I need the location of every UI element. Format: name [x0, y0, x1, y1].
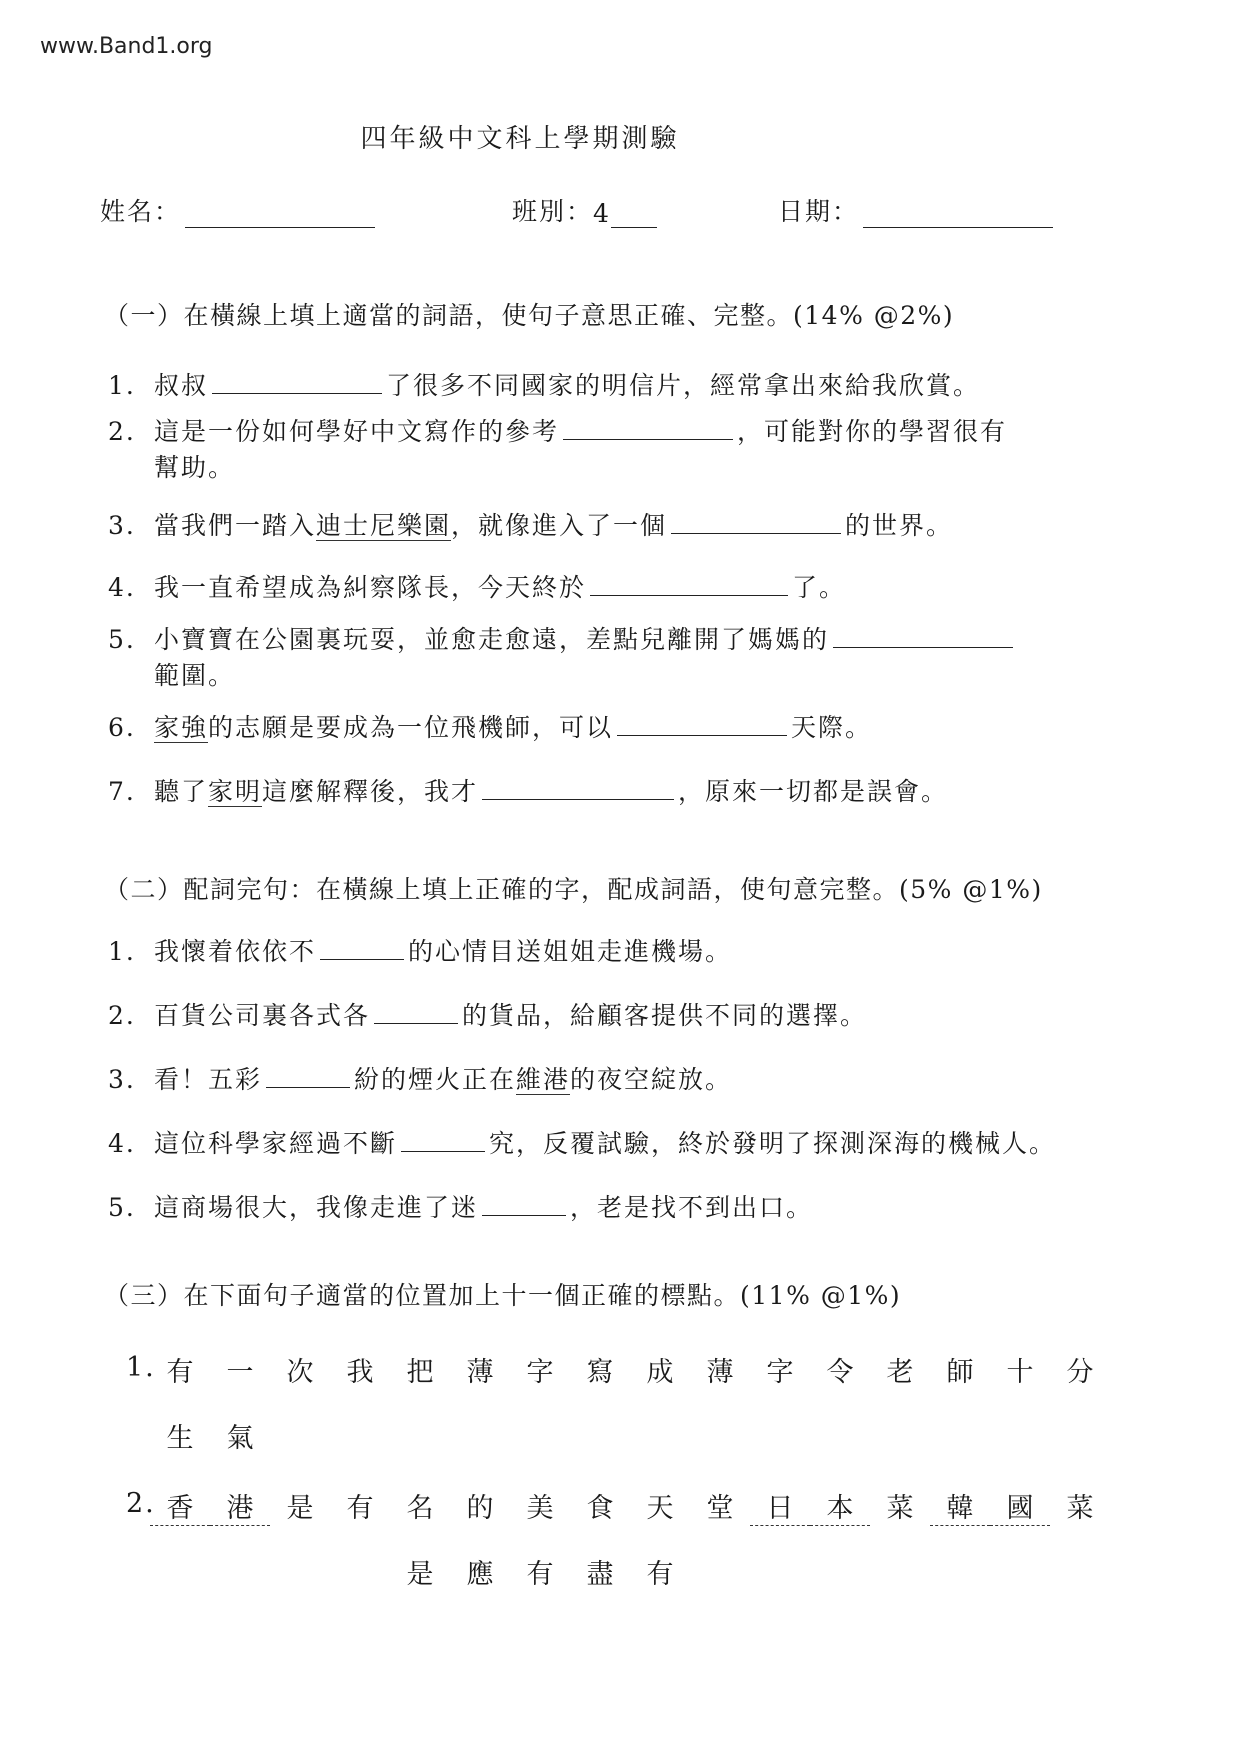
grid-char: 國: [990, 1486, 1050, 1526]
page-title: 四年級中文科上學期測驗: [360, 124, 680, 154]
grid-char: 是: [286, 1493, 314, 1524]
s1-item-5: 5. 小寶寶在公園裏玩耍，並愈走愈遠，差點兒離開了媽媽的 範圍。: [108, 622, 1017, 694]
grid-char: 老: [886, 1357, 914, 1388]
s3-q1-line-1[interactable]: [150, 1350, 1110, 1389]
s1-blank-5[interactable]: [833, 623, 1013, 648]
s3-q2-line-2[interactable]: [390, 1552, 690, 1591]
s2-item-5: 5. 這商場很大，我像走進了迷 ，老是找不到出口。: [108, 1193, 814, 1222]
date-field: [778, 192, 1057, 228]
section-1-heading: （一）在橫線上填上適當的詞語，使句子意思正確、完整。(14% @2%): [104, 301, 955, 330]
grid-char: 港: [210, 1486, 270, 1526]
grid-char: 是: [406, 1559, 434, 1590]
date-label: 日期：: [778, 197, 860, 226]
grid-char: 名: [406, 1493, 434, 1524]
grid-char: 師: [946, 1357, 974, 1388]
grid-char: 分: [1066, 1357, 1094, 1388]
grid-char: 應: [466, 1559, 494, 1590]
s1-item-3: 3. 當我們一踏入迪士尼樂園，就像進入了一個 的世界。: [108, 511, 954, 540]
grid-char: 香: [150, 1486, 210, 1526]
grid-char: 有: [346, 1493, 374, 1524]
s2-blank-4[interactable]: [401, 1127, 485, 1152]
grid-char: 美: [526, 1493, 554, 1524]
grid-char: 韓: [930, 1486, 990, 1526]
section-2-heading: （二）配詞完句：在橫線上填上正確的字，配成詞語，使句意完整。(5% @1%): [104, 875, 1043, 904]
class-blank[interactable]: [611, 203, 657, 228]
grid-char: 把: [406, 1357, 434, 1388]
grid-char: 十: [1006, 1357, 1034, 1388]
grid-char: 令: [826, 1357, 854, 1388]
s1-item-2: 2. 這是一份如何學好中文寫作的參考 ，可能對你的學習很有 幫助。: [108, 417, 1008, 482]
grid-char: 字: [766, 1357, 794, 1388]
s2-item-3: 3. 看！五彩 紛的煙火正在維港的夜空綻放。: [108, 1065, 733, 1094]
s2-item-2: 2. 百貨公司裏各式各 的貨品，給顧客提供不同的選擇。: [108, 1001, 868, 1030]
grid-char: 天: [646, 1493, 674, 1524]
site-watermark: www.Band1.org: [40, 34, 213, 59]
class-label: 班別：: [512, 197, 594, 226]
proper-noun-kakeung: 家強: [154, 713, 209, 742]
grid-char: 寫: [586, 1357, 614, 1388]
grid-char: 的: [466, 1493, 494, 1524]
s1-item-6: 6. 家強的志願是要成為一位飛機師，可以 天際。: [108, 713, 873, 742]
name-label: 姓名：: [100, 197, 182, 226]
grid-char: 生: [166, 1423, 194, 1454]
proper-noun-victoria-harbour: 維港: [516, 1065, 571, 1094]
grid-char: 氣: [226, 1423, 254, 1454]
grid-char: 薄: [466, 1357, 494, 1388]
proper-noun-kaming: 家明: [208, 777, 263, 806]
grid-char: 菜: [1066, 1493, 1094, 1524]
grid-char: 有: [526, 1559, 554, 1590]
grid-char: 成: [646, 1357, 674, 1388]
date-blank[interactable]: [863, 203, 1053, 228]
grid-char: 日: [750, 1486, 810, 1526]
s1-item-1: 1. 叔叔 了很多不同國家的明信片，經常拿出來給我欣賞。: [108, 371, 981, 400]
proper-noun-disneyland: 迪士尼樂園: [316, 511, 452, 540]
s2-item-1: 1. 我懷着依依不 的心情目送姐姐走進機場。: [108, 937, 733, 966]
grid-char: 本: [810, 1486, 870, 1526]
grid-char: 薄: [706, 1357, 734, 1388]
s2-blank-2[interactable]: [374, 999, 458, 1024]
class-field: [512, 192, 661, 228]
grid-char: 盡: [586, 1559, 614, 1590]
class-value: 4: [593, 199, 611, 228]
s3-q2-line-1[interactable]: [150, 1486, 1110, 1526]
grid-char: 字: [526, 1357, 554, 1388]
section-3-heading: （三）在下面句子適當的位置加上十一個正確的標點。(11% @1%): [104, 1281, 902, 1310]
s2-blank-3[interactable]: [266, 1063, 350, 1088]
grid-char: 有: [646, 1559, 674, 1590]
s1-blank-6[interactable]: [617, 711, 787, 736]
s1-blank-2[interactable]: [563, 415, 733, 440]
grid-char: 次: [286, 1357, 314, 1388]
s1-blank-1[interactable]: [212, 369, 382, 394]
grid-char: 食: [586, 1493, 614, 1524]
s1-blank-4[interactable]: [590, 571, 788, 596]
s3-q1-line-2[interactable]: [150, 1416, 270, 1455]
s1-blank-7[interactable]: [482, 775, 674, 800]
grid-char: 菜: [886, 1493, 914, 1524]
s1-blank-3[interactable]: [671, 509, 841, 534]
s2-blank-1[interactable]: [320, 935, 404, 960]
grid-char: 堂: [706, 1493, 734, 1524]
name-field: [100, 192, 379, 228]
s3-q2-num: 2.: [126, 1488, 156, 1519]
grid-char: 一: [226, 1357, 254, 1388]
name-blank[interactable]: [185, 203, 375, 228]
s3-q1-num: 1.: [126, 1352, 156, 1383]
grid-char: 有: [166, 1357, 194, 1388]
s2-blank-5[interactable]: [482, 1191, 566, 1216]
s2-item-4: 4. 這位科學家經過不斷 究，反覆試驗，終於發明了探測深海的機械人。: [108, 1129, 1057, 1158]
s1-item-7: 7. 聽了家明這麼解釋後，我才 ，原來一切都是誤會。: [108, 777, 949, 806]
grid-char: 我: [346, 1357, 374, 1388]
s1-item-4: 4. 我一直希望成為糾察隊長，今天終於 了。: [108, 573, 847, 602]
